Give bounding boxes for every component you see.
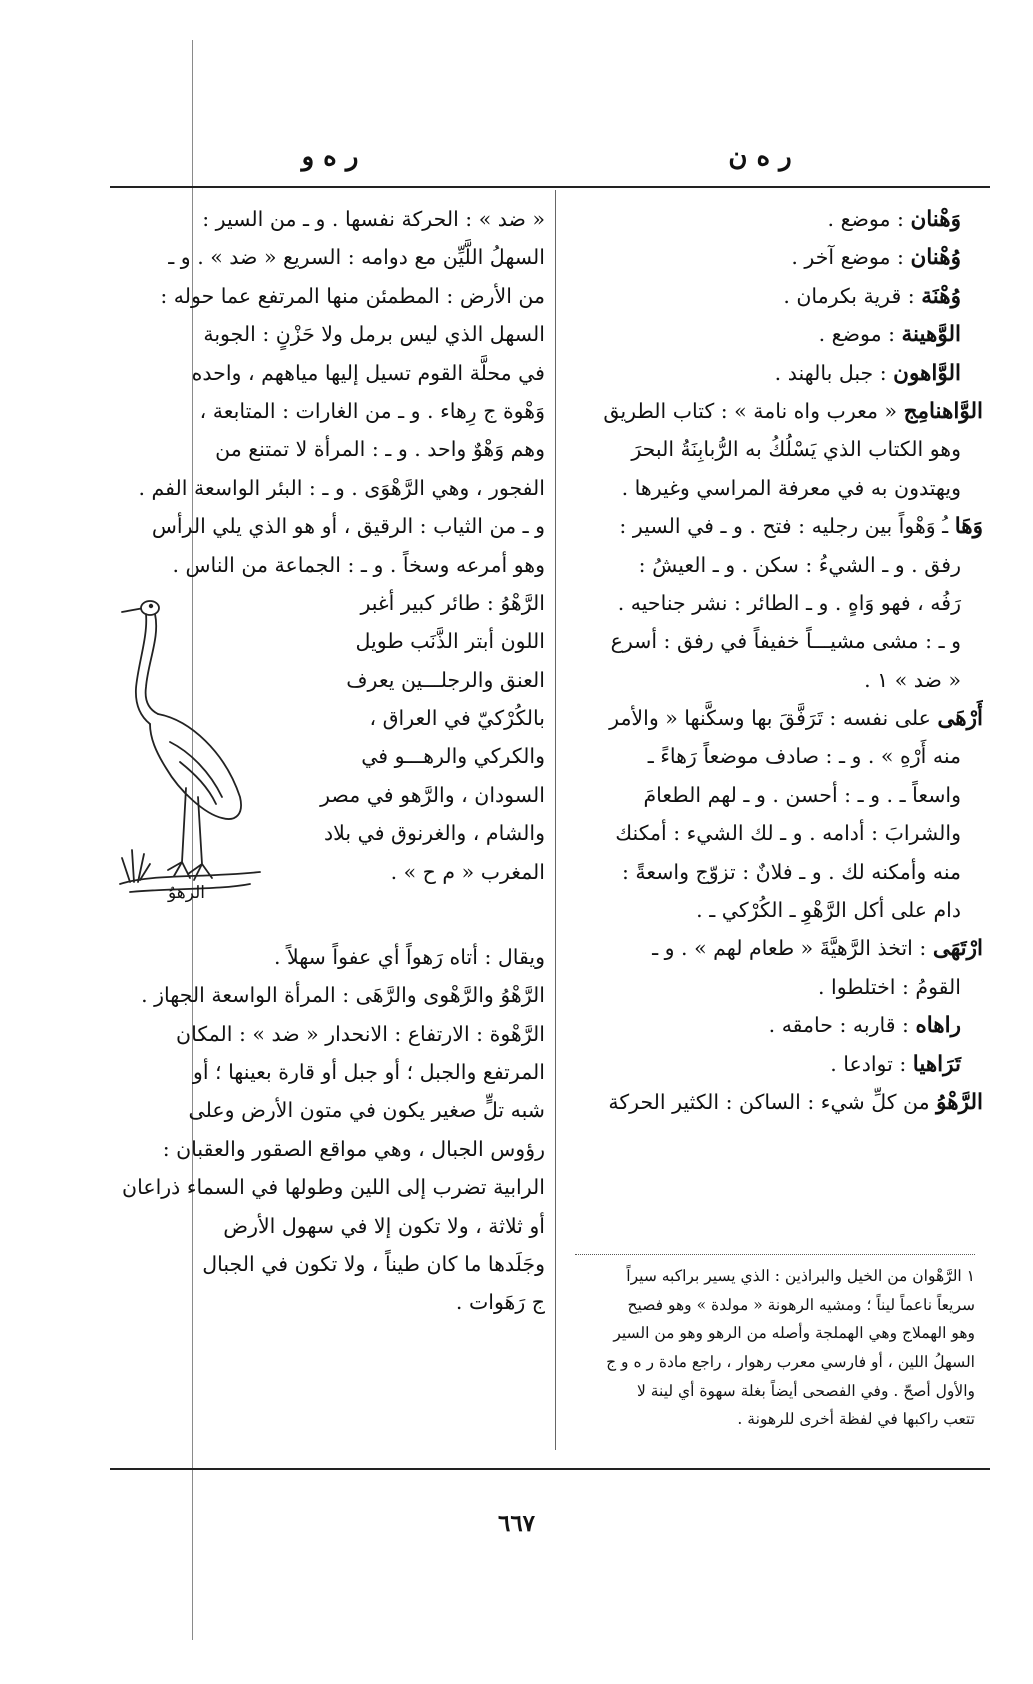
definition-text: : اتخذ الرَّهيَّةَ « طعام لهم » . و ـ — [652, 936, 927, 961]
right-entry-line — [573, 737, 983, 775]
headword: الوَّاهنامِج — [903, 398, 983, 424]
definition-text: على نفسه : تَرَفَّقَ بها وسكَّنها « والأمر — [609, 706, 931, 731]
left-text-line: الرابية تضرب إلى اللين وطولها في السماء ذراعان — [122, 1175, 545, 1200]
left-text-line: وَهْوة ج رِهاء . و ـ من الغارات : المتابعة ، — [199, 398, 545, 423]
left-text-line: وهو أمرعه وسخاً . و ـ : الجماعة من الناس . — [172, 552, 545, 577]
footnote-rule — [575, 1254, 975, 1255]
left-column — [110, 200, 545, 1322]
left-text-line: الرَّهْوُ والرَّهْوى والرَّهَى : المرأة الواسعة الجهاز . — [141, 983, 545, 1008]
definition-text: : قاربه : حامقه . — [768, 1013, 909, 1038]
left-text-line: رؤوس الجبال ، وهي مواقع الصقور والعقبان : — [162, 1136, 545, 1161]
definition-text: رفق . و ـ الشيءُ : سكن . و ـ العيشُ : — [638, 552, 961, 577]
definition-text: والشرابَ : أدامه . و ـ لك الشيء : أمكنك — [615, 821, 961, 846]
headword: أَرْهَى — [937, 706, 983, 732]
definition-text: منه أَرْهِ » . و ـ : صادف موضعاً رَهاءً ـ — [647, 744, 961, 769]
crane-text-line: العنق والرجلـــين يعرف — [346, 667, 545, 692]
crane-caption: الرهوُ — [168, 882, 206, 903]
definition-text: دام على أكل الرَّهْوِ ـ الكُرْكي ـ . — [696, 898, 961, 923]
definition-text: منه وأمكنه لك . و ـ فلانٌ : تزوّج واسعةً : — [621, 859, 961, 884]
definition-text: رَفُه ، فهو وَاهٍ . و ـ الطائر : نشر جناحيه . — [617, 590, 961, 615]
footnote-line: وهو الهملاج وهي الهملجة وأصله من الرهو وهو من السير — [613, 1324, 975, 1343]
left-text-line: أو ثلاثة ، ولا تكون إلا في سهول الأرض — [223, 1213, 545, 1238]
bottom-rule — [110, 1468, 990, 1470]
definition-text: : قرية بكرمان . — [783, 283, 915, 308]
footnote-line: والأول أصحّ . وفي الفصحى أيضاً بغلة سهوة أي لينة لا — [636, 1381, 975, 1400]
footnote-line: ١ الرَّهْوان من الخيل والبراذين : الذي يسير براكبه سيراً — [626, 1267, 975, 1285]
crane-text-line: والشام ، والغرنوق في بلاد — [324, 821, 545, 846]
left-text-line: من الأرض : المطمئن منها المرتفع عما حوله : — [160, 283, 545, 308]
headword: الرَّهْوُ — [936, 1089, 983, 1115]
left-text-line: السهل الذي ليس برمل ولا حَزْنٍ : الجوبة — [203, 322, 545, 347]
top-rule — [110, 186, 990, 188]
left-text-line: ج رَهَوات . — [455, 1290, 545, 1315]
definition-text: « ضد » ١ . — [864, 667, 961, 692]
right-entry-line — [573, 469, 983, 507]
left-text-line: في محلَّة القوم تسيل إليها مياههم ، واحده — [191, 360, 545, 385]
right-entry-line — [573, 622, 983, 660]
definition-text: واسعاً ـ . و ـ : أحسن . و ـ لهم الطعامَ — [643, 782, 961, 807]
crane-text-line: الرَّهْوُ : طائر كبير أغبر — [360, 590, 545, 615]
left-text-line: الفجور ، وهي الرَّهْوَى . و ـ : البئر الواسعة الفم . — [138, 475, 545, 500]
definition-text: : موضع آخر . — [791, 245, 904, 270]
right-entry-line — [573, 1045, 983, 1083]
footnote-line: السهلُ اللين ، أو فارسي معرب رهوار ، راجع مادة ر ه و ج — [606, 1353, 975, 1372]
crane-text-line: والكركي والرهـــو في — [361, 744, 545, 769]
right-entry-line — [573, 354, 983, 392]
right-entry-line — [573, 238, 983, 276]
headword: الوَّاهون — [893, 360, 961, 386]
right-entry-line — [573, 699, 983, 737]
left-text-line: المرتفع والجبل ؛ أو جبل أو قارة بعينها ؛ أو — [192, 1060, 545, 1085]
right-entry-line — [573, 1006, 983, 1044]
crane-text-line: اللون أبتر الذَّنَب طويل — [355, 629, 545, 654]
right-entry-line — [573, 814, 983, 852]
left-root-header: ر ه و — [301, 142, 359, 172]
right-entry-line — [573, 661, 983, 699]
right-entry-line — [573, 507, 983, 545]
right-entry-line — [573, 430, 983, 468]
right-entry-line — [573, 968, 983, 1006]
left-text-line: وهم وَهْوٌ واحد . و ـ : المرأة لا تمتنع من — [215, 437, 545, 462]
definition-text: من كلِّ شيء : الساكن : الكثير الحركة — [608, 1089, 930, 1114]
headword: الوَّهينة — [901, 322, 961, 348]
definition-text: القومُ : اختلطوا . — [817, 974, 961, 999]
definition-text: ـُ وَهْواً بين رجليه : فتح . و ـ في السير : — [619, 514, 949, 539]
definition-text: « معرب واه نامة » : كتاب الطريق — [603, 398, 898, 423]
definition-text: و ـ : مشى مشيـــاً خفيفاً في رفق : أسرع — [610, 629, 961, 654]
footnote-line: سريعاً ناعماً ليناً ؛ ومشيه الرهونة « مولدة » وهو فصيح — [627, 1295, 975, 1314]
right-entry-line — [573, 584, 983, 622]
page-number: ٦٦٧ — [497, 1510, 536, 1537]
headword: راهاه — [915, 1013, 961, 1039]
right-entry-line — [573, 392, 983, 430]
right-entry-line — [573, 776, 983, 814]
left-text-line: وجَلَدها ما كان طيناً ، ولا تكون في الجبال — [202, 1252, 545, 1277]
headword: تَرَاهيا — [912, 1051, 961, 1077]
right-entry-line — [573, 1083, 983, 1121]
right-entry-line — [573, 277, 983, 315]
column-divider — [555, 190, 556, 1450]
right-column — [573, 200, 983, 1121]
crane-text-line: السودان ، والرَّهو في مصر — [320, 782, 545, 807]
footnote-line: تتعب راكبها في لفظة أخرى للرهونة . — [737, 1410, 975, 1429]
right-entry-line — [573, 200, 983, 238]
right-entry-line — [573, 891, 983, 929]
headword: وُهْنَة — [921, 283, 961, 309]
definition-text: : جبل بالهند . — [774, 360, 887, 385]
left-text-line: و ـ من الثياب : الرقيق ، أو هو الذي يلي الرأس — [151, 514, 545, 539]
crane-entry — [110, 584, 545, 938]
left-text-line: ويقال : أتاه رَهواً أي عفواً سهلاً . — [273, 944, 545, 969]
left-text-line: « ضد » : الحركة نفسها . و ـ من السير : — [202, 207, 545, 231]
left-text-line: شبه تلٍّ صغير يكون في متون الأرض وعلى — [188, 1098, 545, 1123]
crane-definition — [275, 584, 545, 891]
headword: وَهْنان — [910, 207, 961, 232]
left-text-line: الرَّهْوة : الارتفاع : الانحدار « ضد » : المكان — [176, 1021, 545, 1046]
right-entry-line — [573, 929, 983, 967]
headword: ارْتَهَى — [932, 936, 983, 962]
definition-text: وهو الكتاب الذي يَسْلُكُ به الرُّبابِنَةُ البحرَ — [631, 437, 961, 462]
crane-text-line: المغرب « م ح » . — [390, 859, 545, 884]
crane-text-line: بالكُرْكيّ في العراق ، — [369, 706, 545, 731]
definition-text: : موضع . — [827, 207, 904, 231]
right-root-header: ر ه ن — [728, 142, 792, 172]
definition-text: : موضع . — [818, 322, 895, 347]
right-entry-line — [573, 853, 983, 891]
headword: وُهْنان — [910, 245, 961, 271]
right-entry-line — [573, 546, 983, 584]
headword: وَهَا — [954, 514, 983, 540]
right-entry-line — [573, 315, 983, 353]
footnotes — [575, 1262, 975, 1434]
left-text-line: السهلُ اللَّيِّن مع دوامه : السريع « ضد » . و ـ — [168, 245, 545, 270]
definition-text: ويهتدون به في معرفة المراسي وغيرها . — [621, 475, 961, 500]
definition-text: : توادعا . — [830, 1051, 907, 1076]
